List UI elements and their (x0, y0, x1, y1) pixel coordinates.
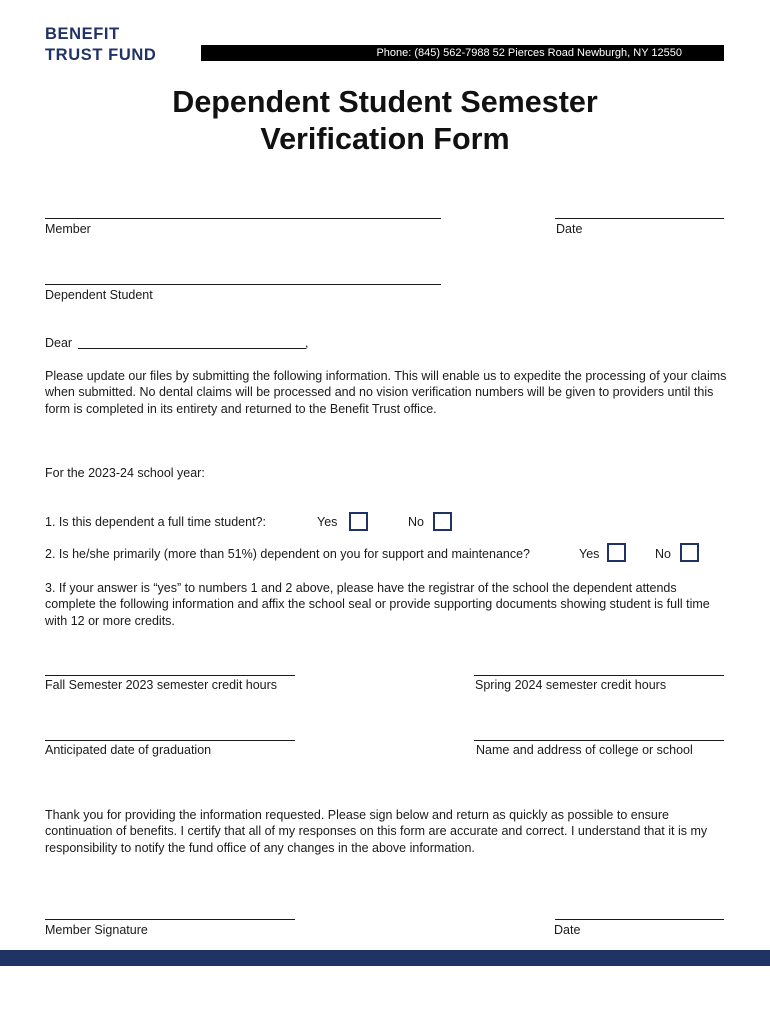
intro-paragraph: Please update our files by submitting the following information. This will enable us to expedite the processing of your claims when submitted. No dental claims will be processed and no vision verification numbers will be given to providers until this form is completed in its entirety and returned to the Benefit Trust office. (45, 369, 727, 416)
q1-no-checkbox[interactable] (433, 512, 452, 531)
date-field-line[interactable] (555, 218, 724, 219)
q1-no-label: No (408, 515, 424, 529)
brand-logo (45, 24, 156, 66)
signature-date-label: Date (554, 923, 581, 937)
fall-credit-hours-line[interactable] (45, 675, 295, 676)
form-title-line-2: Verification Form (260, 122, 510, 156)
footer-bar (0, 950, 770, 966)
brand-line-2: TRUST FUND (45, 46, 157, 64)
question-2: 2. Is he/she primarily (more than 51%) dependent on you for support and maintenance? (45, 547, 531, 561)
dear-label: Dear (45, 336, 73, 350)
graduation-date-label: Anticipated date of graduation (45, 743, 212, 757)
contact-info: Phone: (845) 562-7988 52 Pierces Road Newburgh, NY 12550 (376, 47, 682, 59)
school-year-label: For the 2023-24 school year: (45, 466, 205, 480)
dependent-student-field-line[interactable] (45, 284, 441, 285)
member-signature-line[interactable] (45, 919, 295, 920)
spring-credit-hours-label: Spring 2024 semester credit hours (475, 678, 667, 692)
q2-yes-label: Yes (579, 547, 600, 561)
date-label: Date (556, 222, 583, 236)
brand-line-1: BENEFIT (45, 25, 120, 43)
dependent-student-label: Dependent Student (45, 288, 153, 302)
spring-credit-hours-line[interactable] (474, 675, 724, 676)
form-title-line-1: Dependent Student Semester (172, 85, 598, 119)
q1-yes-checkbox[interactable] (349, 512, 368, 531)
college-name-address-line[interactable] (474, 740, 724, 741)
dear-comma: , (305, 336, 309, 350)
question-3: 3. If your answer is “yes” to numbers 1 and 2 above, please have the registrar of the school the dependent attends complete the following information and affix the school seal or provide supporting documents showing student is full time with 12 or more credits. (45, 581, 710, 628)
member-signature-label: Member Signature (45, 923, 148, 937)
q2-yes-checkbox[interactable] (607, 543, 626, 562)
closing-paragraph: Thank you for providing the information requested. Please sign below and return as quickly as possible to ensure continuation of benefits. I certify that all of my responses on this form are accurate and correct. I understand that it is my responsibility to notify the fund office of any changes in the above information. (45, 808, 708, 855)
contact-bar (201, 45, 724, 61)
q2-no-label: No (655, 547, 671, 561)
graduation-date-line[interactable] (45, 740, 295, 741)
signature-date-line[interactable] (555, 919, 724, 920)
q1-yes-label: Yes (317, 515, 338, 529)
fall-credit-hours-label: Fall Semester 2023 semester credit hours (45, 678, 278, 692)
member-field-line[interactable] (45, 218, 441, 219)
q2-no-checkbox[interactable] (680, 543, 699, 562)
question-1: 1. Is this dependent a full time student?: (45, 515, 266, 529)
college-name-address-label: Name and address of college or school (476, 743, 693, 757)
member-label: Member (45, 222, 91, 236)
dear-name-field-line[interactable] (78, 348, 306, 349)
